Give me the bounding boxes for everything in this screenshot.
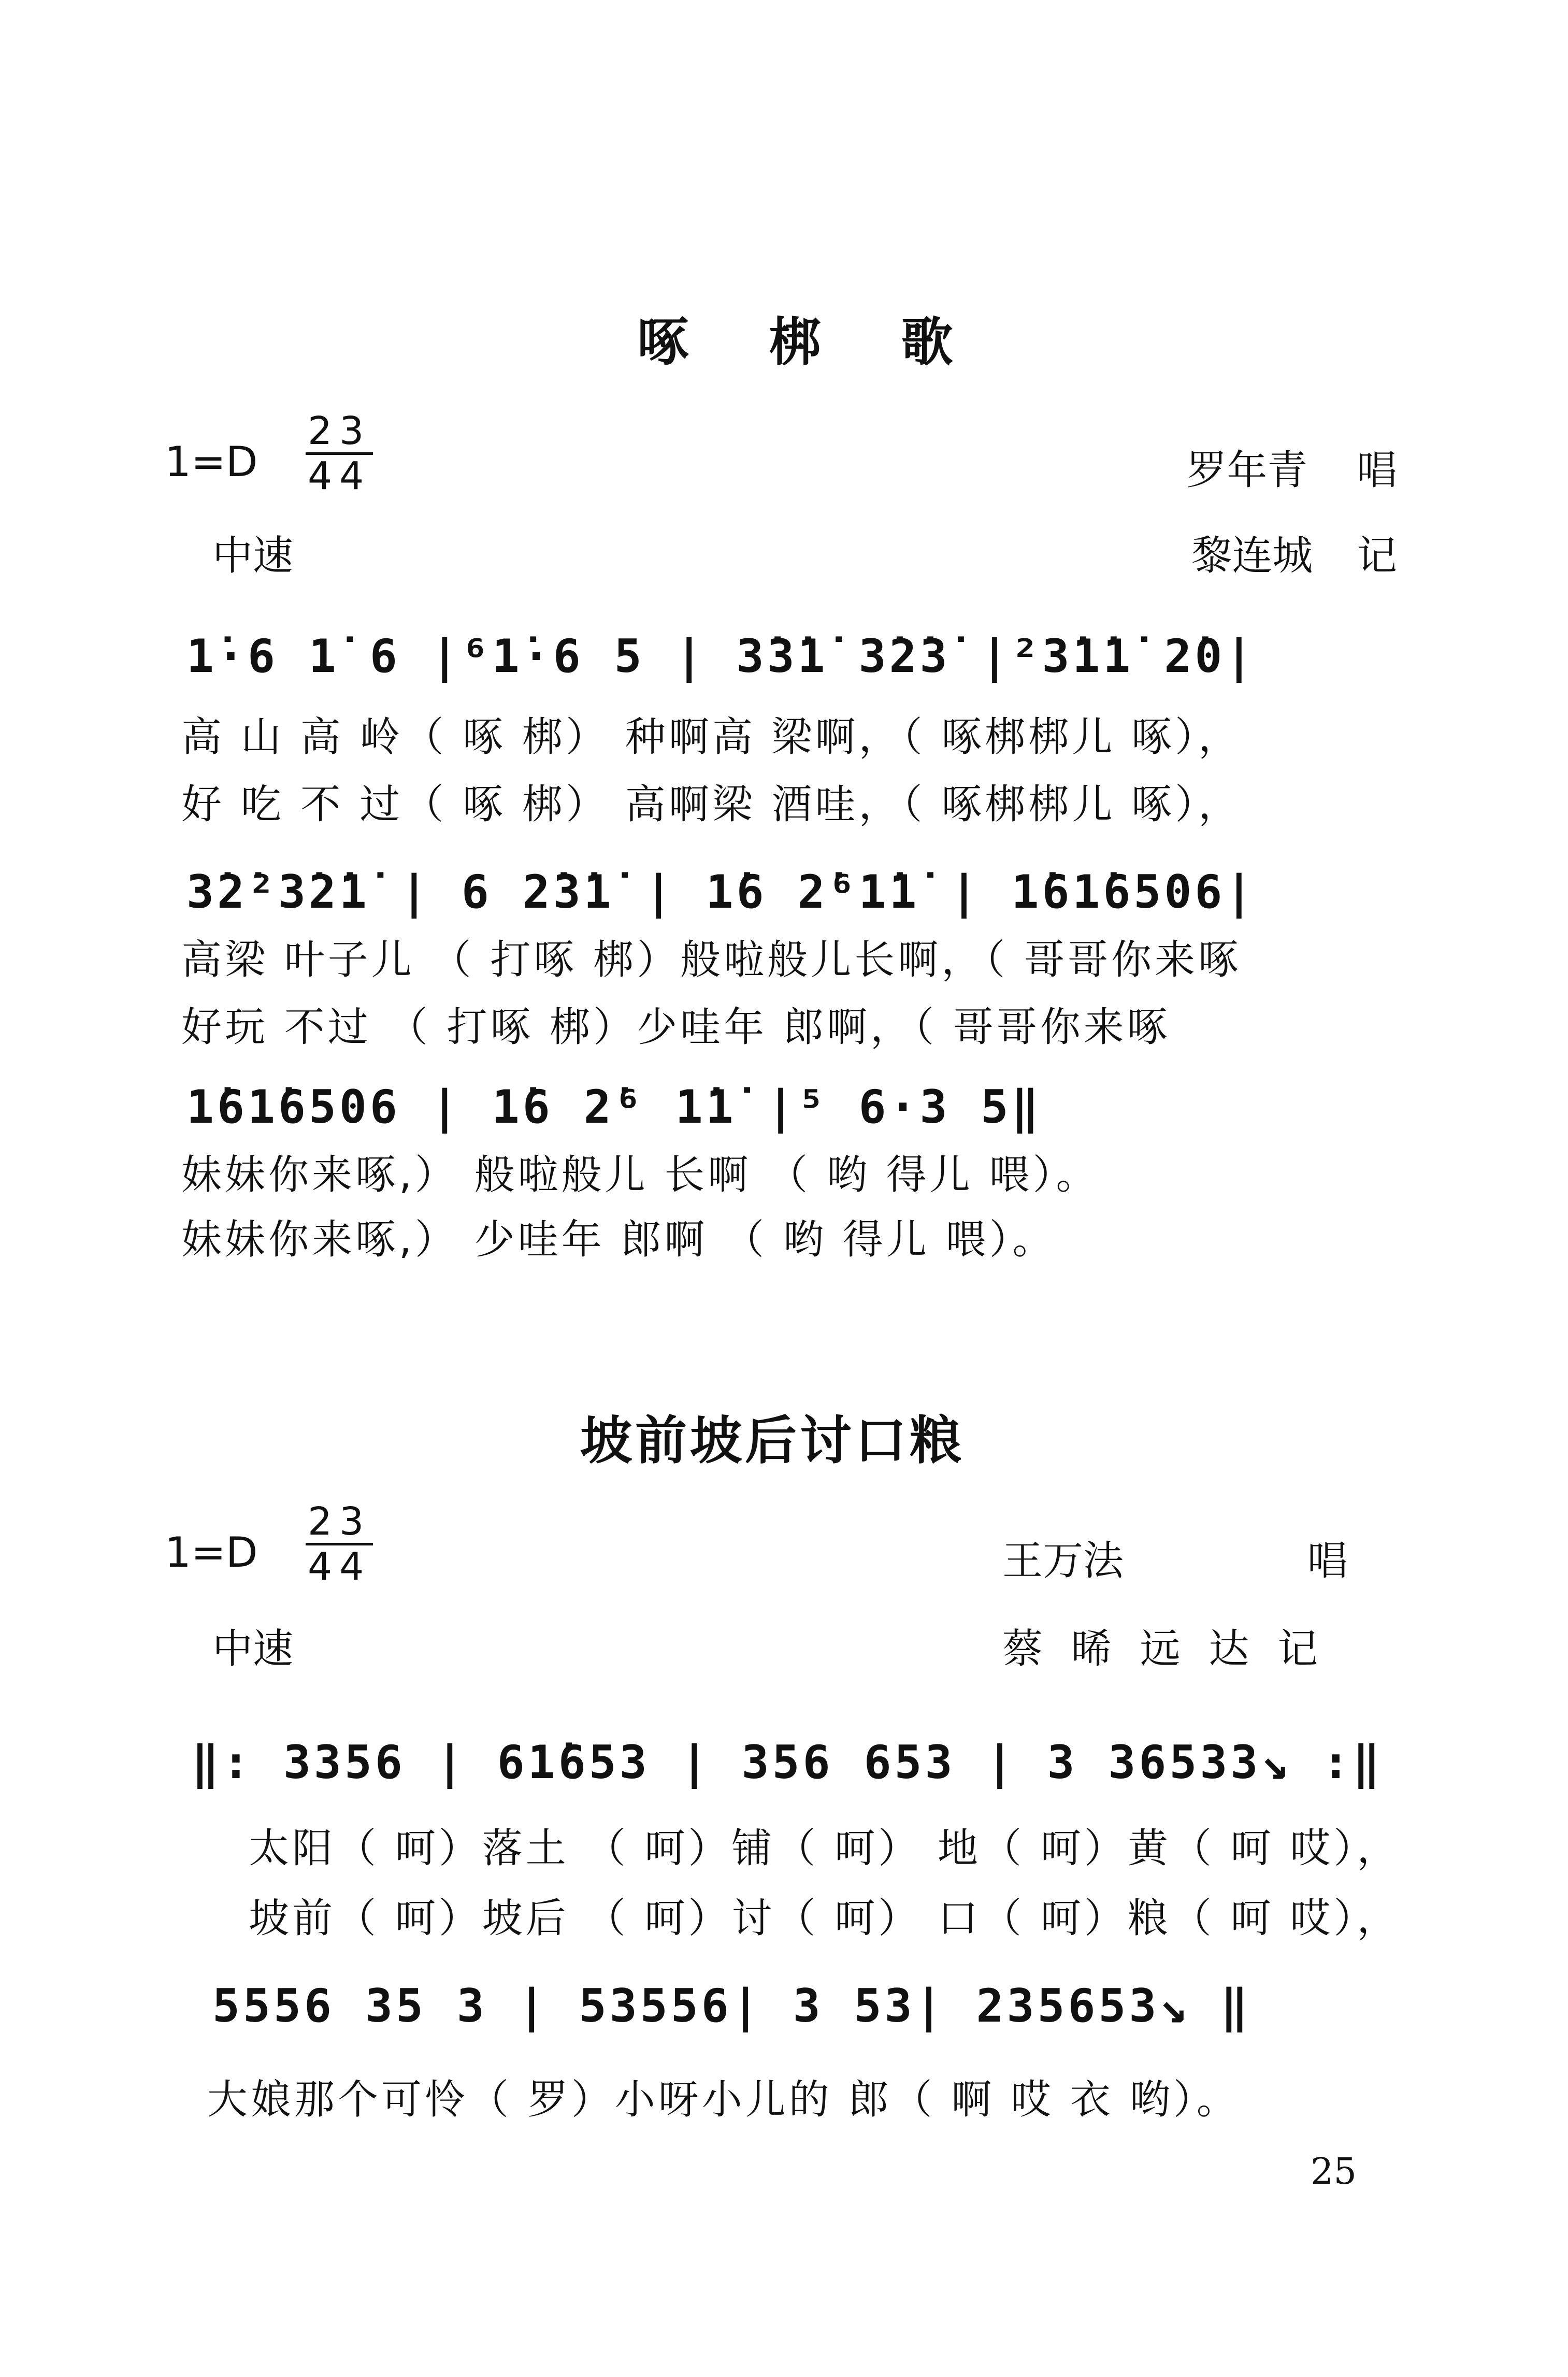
song1-notation-line-3: 1̇61̇6506 | 1̇6 2̇⁶ 1̇1̇ |⁵ 6·3 5‖ <box>186 1080 1042 1134</box>
song1-lyric-line-1-verse-1: 高 山 高 岭（ 啄 梆） 种啊高 梁啊，（ 啄梆梆儿 啄）， <box>181 714 1242 761</box>
song2-key-signature: 1=D <box>165 1528 258 1577</box>
song2-lyric-line-2-verse-1: 大娘那个可怜（ 罗）小呀小儿的 郎（ 啊 哎 衣 哟）。 <box>207 2077 1240 2123</box>
song1-title: 啄 梆 歌 <box>637 312 984 373</box>
song2-tempo: 中速 <box>212 1626 294 1672</box>
song1-time-signature <box>306 409 373 498</box>
song1-recorder: 黎连城 记 <box>1191 533 1397 579</box>
song1-lyric-line-3-verse-1: 妹妹你来啄,） 般啦般儿 长啊 （ 哟 得儿 喂）。 <box>181 1152 1100 1198</box>
song2-time-signature <box>306 1499 373 1589</box>
song1-meter-numerators: 23 <box>306 412 373 455</box>
song1-notation-line-2: 3̇2̇²3̇2̇1̇ | 6 2̇3̇1̇ | 1̇6 2̇⁶1̇1̇ | 1̇61̇6506| <box>186 865 1256 919</box>
song2-meter-denominators: 44 <box>308 1544 371 1589</box>
song2-notation-line-2: 5556 35 3 | 53556| 3 53| 235653↘ ‖ <box>212 1979 1251 2032</box>
song1-lyric-line-1-verse-2: 好 吃 不 过（ 啄 梆） 高啊梁 酒哇，（ 啄梆梆儿 啄）， <box>181 781 1242 828</box>
song1-meter-denominators: 44 <box>308 454 371 498</box>
song1-lyric-line-2-verse-1: 高梁 叶子儿 （ 打啄 梆）般啦般儿长啊，（ 哥哥你来啄 <box>181 937 1242 983</box>
song1-singer: 罗年青 唱 <box>1186 447 1397 494</box>
song2-meter-numerators: 23 <box>306 1502 373 1545</box>
song2-lyric-line-1-verse-1: 太阳（ 呵）落土 （ 呵）铺（ 呵） 地（ 呵）黄（ 呵 哎）， <box>249 1825 1401 1872</box>
song2-recorder: 蔡 晞 远 达 记 <box>1002 1626 1318 1672</box>
song1-key-signature: 1=D <box>165 438 258 486</box>
page-number: 25 <box>1311 2150 1357 2193</box>
song2-lyric-line-1-verse-2: 坡前（ 呵）坡后 （ 呵）讨（ 呵） 口（ 呵）粮（ 呵 哎）， <box>249 1895 1401 1942</box>
song1-lyric-line-2-verse-2: 好玩 不过 （ 打啄 梆）少哇年 郎啊，（ 哥哥你来啄 <box>181 1004 1171 1051</box>
song1-lyric-line-3-verse-2: 妹妹你来啄,） 少哇年 郎啊 （ 哟 得儿 喂）。 <box>181 1216 1056 1263</box>
song2-notation-line-1: ‖: 3356 | 61̇653 | 356 653 | 3 36533↘ :‖ <box>192 1736 1384 1789</box>
song1-notation-line-1: 1̇·6 1̇ 6 |⁶1̇·6 5 | 3̇3̇1̇ 3̇2̇3̇ |²3̇1̇1̇ 2̇0| <box>186 629 1256 683</box>
song1-tempo: 中速 <box>212 533 294 579</box>
song2-title: 坡前坡后讨口粮 <box>580 1410 965 1471</box>
song2-singer: 王万法 唱 <box>1002 1538 1348 1584</box>
